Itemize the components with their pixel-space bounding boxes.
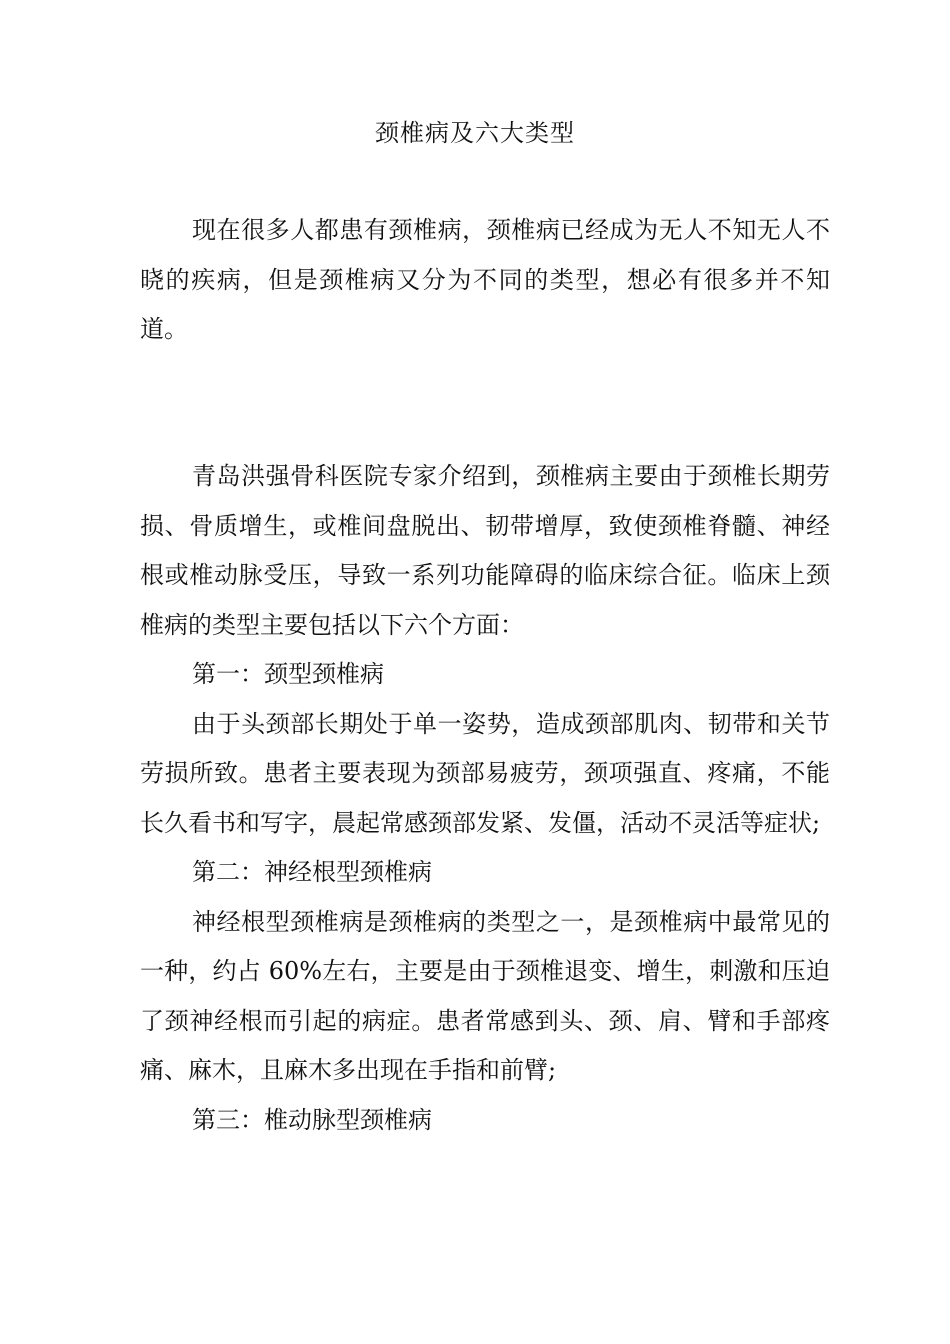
section-heading-type-2: 第二：神经根型颈椎病 [192,858,432,886]
intro-paragraph: 现在很多人都患有颈椎病，颈椎病已经成为无人不知无人不晓的疾病，但是颈椎病又分为不同的类型，想必有很多并不知道。 [140,216,830,343]
section-body-type-1: 由于头颈部长期处于单一姿势，造成颈部肌肉、韧带和关节劳损所致。患者主要表现为颈部易疲劳，颈项强直、疼痛，不能长久看书和写字，晨起常感颈部发紧、发僵，活动不灵活等症状; [140,709,830,837]
overview-paragraph: 青岛洪强骨科医院专家介绍到，颈椎病主要由于颈椎长期劳损、骨质增生，或椎间盘脱出、韧带增厚，致使颈椎脊髓、神经根或椎动脉受压，导致一系列功能障碍的临床综合征。临床上颈椎病的类型主要包括以下六个方面： [140,462,830,639]
section-body-type-2: 神经根型颈椎病是颈椎病的类型之一，是颈椎病中最常见的一种，约占 60%左右，主要是由于颈椎退变、增生，刺激和压迫了颈神经根而引起的病症。患者常感到头、颈、肩、臂和手部疼痛、麻木，且麻木多出现在手指和前臂; [140,907,830,1084]
section-heading-type-1: 第一：颈型颈椎病 [192,660,384,688]
main-content [140,452,830,1145]
section-heading-type-3: 第三：椎动脉型颈椎病 [192,1105,432,1134]
document-title: 颈椎病及六大类型 [375,119,575,147]
